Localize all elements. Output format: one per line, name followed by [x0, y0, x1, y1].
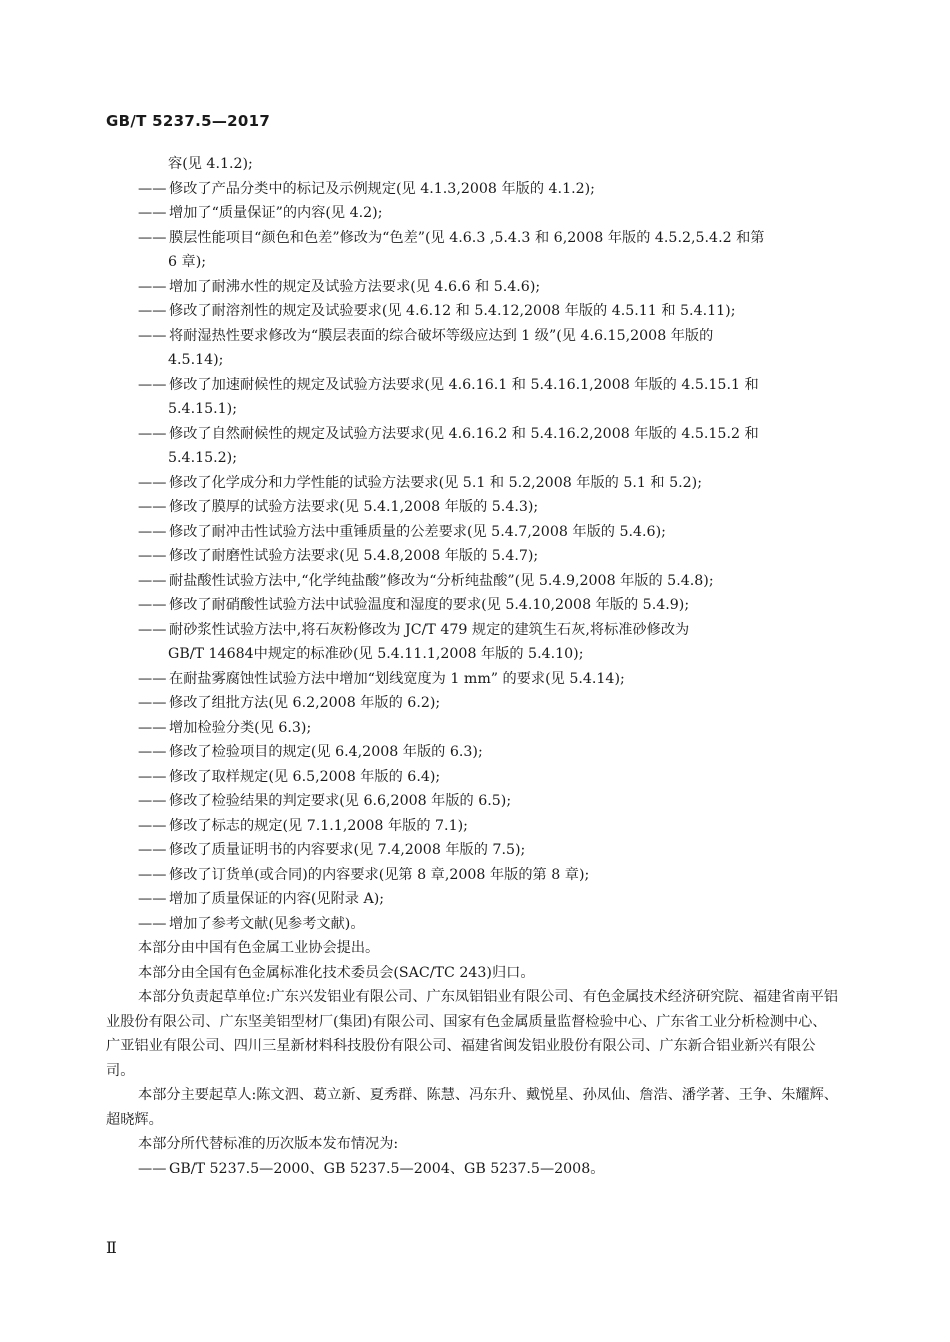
list-item: —— 修改了产品分类中的标记及示例规定(见 4.1.3,2008 年版的 4.1.2);	[138, 180, 595, 197]
list-item-continuation: 容(见 4.1.2);	[168, 156, 253, 172]
list-item-continuation: 4.5.14);	[168, 352, 224, 368]
list-item-continuation: 6 章);	[168, 254, 207, 270]
list-item: —— 修改了化学成分和力学性能的试验方法要求(见 5.1 和 5.2,2008 年版的 5.1 和 5.2);	[138, 474, 702, 491]
list-item: —— 增加了参考文献(见参考文献)。	[138, 915, 365, 932]
list-item-continuation: 5.4.15.2);	[168, 450, 237, 466]
list-item: —— 增加检验分类(见 6.3);	[138, 719, 312, 736]
list-item: —— 耐砂浆性试验方法中,将石灰粉修改为 JC/T 479 规定的建筑生石灰,将标准砂修改为	[138, 621, 690, 638]
list-item: —— 修改了组批方法(见 6.2,2008 年版的 6.2);	[138, 695, 441, 711]
list-item: —— 增加了质量保证的内容(见附录 A);	[138, 891, 385, 907]
page-number: Ⅱ	[106, 1238, 116, 1257]
list-item: —— 在耐盐雾腐蚀性试验方法中增加“划线宽度为 1 mm” 的要求(见 5.4.14);	[138, 670, 625, 687]
list-item: —— 将耐湿热性要求修改为“膜层表面的综合破坏等级应达到 1 级”(见 4.6.15,2008 年版的	[138, 327, 714, 344]
list-item: —— 修改了耐磨性试验方法要求(见 5.4.8,2008 年版的 5.4.7);	[138, 548, 539, 564]
list-item: —— 修改了膜厚的试验方法要求(见 5.4.1,2008 年版的 5.4.3);	[138, 499, 539, 515]
list-item: —— 修改了取样规定(见 6.5,2008 年版的 6.4);	[138, 768, 441, 785]
drafting-units-paragraph: 本部分负责起草单位:广东兴发铝业有限公司、广东凤铝铝业有限公司、有色金属技术经济研究院、福建省南平铝业股份有限公司、广东坚美铝型材厂(集团)有限公司、国家有色金属质量监督检验中心、广东省工业分析检测中心、广亚铝业有限公司、四川三星新材料科技股份有限公司、福建省闽发铝业股份有限公司、广东新合铝业新兴有限公司。	[106, 989, 838, 1079]
list-item: —— 膜层性能项目“颜色和色差”修改为“色差”(见 4.6.3 ,5.4.3 和 6,2008 年版的 4.5.2,5.4.2 和第	[138, 229, 765, 246]
centralized-by-paragraph: 本部分由全国有色金属标准化技术委员会(SAC/TC 243)归口。	[138, 964, 535, 981]
list-item: —— 修改了自然耐候性的规定及试验方法要求(见 4.6.16.2 和 5.4.16.2,2008 年版的 4.5.15.2 和	[138, 425, 759, 442]
standard-number-header: GB/T 5237.5—2017	[106, 112, 271, 130]
history-list-item: —— GB/T 5237.5—2000、GB 5237.5—2004、GB 5237.5—2008。	[138, 1160, 605, 1177]
list-item: —— 修改了耐溶剂性的规定及试验要求(见 4.6.12 和 5.4.12,2008 年版的 4.5.11 和 5.4.11);	[138, 303, 736, 319]
drafters-paragraph: 本部分主要起草人:陈文泗、葛立新、夏秀群、陈慧、冯东升、戴悦星、孙凤仙、詹浩、潘学著、王争、朱耀辉、超晓辉。	[106, 1087, 838, 1128]
proposed-by-paragraph: 本部分由中国有色金属工业协会提出。	[138, 940, 380, 956]
list-item: —— 修改了检验项目的规定(见 6.4,2008 年版的 6.3);	[138, 744, 483, 760]
list-item: —— 修改了标志的规定(见 7.1.1,2008 年版的 7.1);	[138, 817, 468, 834]
list-item: —— 修改了质量证明书的内容要求(见 7.4,2008 年版的 7.5);	[138, 842, 526, 858]
list-item: —— 修改了加速耐候性的规定及试验方法要求(见 4.6.16.1 和 5.4.16.1,2008 年版的 4.5.15.1 和	[138, 376, 759, 393]
list-item: —— 增加了耐沸水性的规定及试验方法要求(见 4.6.6 和 5.4.6);	[138, 278, 541, 295]
foreword-continuation	[106, 152, 838, 1181]
list-item: —— 增加了“质量保证”的内容(见 4.2);	[138, 205, 383, 221]
list-item-continuation: GB/T 14684中规定的标准砂(见 5.4.11.1,2008 年版的 5.4.10);	[168, 646, 584, 662]
list-item: —— 修改了订货单(或合同)的内容要求(见第 8 章,2008 年版的第 8 章);	[138, 866, 590, 883]
list-item: —— 耐盐酸性试验方法中,“化学纯盐酸”修改为“分析纯盐酸”(见 5.4.9,2008 年版的 5.4.8);	[138, 572, 714, 589]
list-item: —— 修改了耐硝酸性试验方法中试验温度和湿度的要求(见 5.4.10,2008 年版的 5.4.9);	[138, 597, 690, 613]
list-item-continuation: 5.4.15.1);	[168, 401, 237, 417]
history-intro-paragraph: 本部分所代替标准的历次版本发布情况为:	[138, 1136, 399, 1152]
list-item: —— 修改了检验结果的判定要求(见 6.6,2008 年版的 6.5);	[138, 793, 512, 809]
list-item: —— 修改了耐冲击性试验方法中重锤质量的公差要求(见 5.4.7,2008 年版的 5.4.6);	[138, 523, 666, 540]
